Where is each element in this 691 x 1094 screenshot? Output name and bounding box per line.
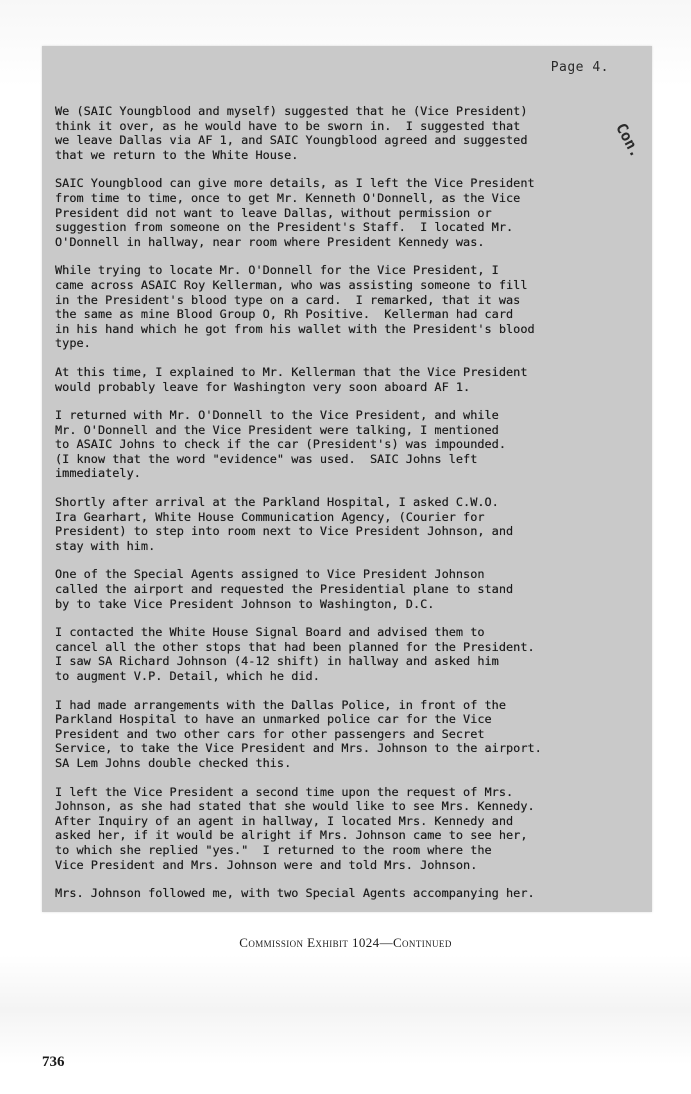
paragraph: I contacted the White House Signal Board and advised them to cancel all the other stops that had been planned for the President. I saw SA Richard Johnson (4-12 shift) in hallway and asked him to augment V.P. Detail, which he did. — [55, 625, 535, 683]
paragraph: While trying to locate Mr. O'Donnell for the Vice President, I came across ASAIC Roy Kellerman, who was assisting someone to fill in the President's blood type on a card. I remarked, that it was the same as mine Blood Group O, Rh Positive. Kellerman had card in his hand which he got from his wallet with the President's blood type. — [55, 263, 535, 351]
paragraph: Mrs. Johnson followed me, with two Special Agents accompanying her. — [55, 886, 535, 901]
typed-page-marker: Page 4. — [550, 60, 609, 75]
paragraph: One of the Special Agents assigned to Vice President Johnson called the airport and requested the Presidential plane to stand by to take Vice President Johnson to Washington, D.C. — [55, 567, 514, 611]
paragraph: At this time, I explained to Mr. Kellerman that the Vice President would probably leave for Washington very soon aboard AF 1. — [55, 364, 528, 394]
margin-stamp: Con. — [612, 120, 645, 161]
paragraph: I had made arrangements with the Dallas Police, in front of the Parkland Hospital to have an unmarked police car for the Vice President and two other cars for other passengers and Secret Service, to take the Vice President and Mrs. Johnson to the airport. SA Lem Johns double checked this. — [55, 697, 542, 770]
paragraph: I returned with Mr. O'Donnell to the Vice President, and while Mr. O'Donnell and the Vice President were talking, I mentioned to ASAIC Johns to check if the car (President's) was impounded. (I know that the word "evidence" was used. SAIC Johns left immediately. — [55, 408, 507, 481]
exhibit-caption: Commission Exhibit 1024—Continued — [239, 935, 452, 950]
page-folio: 736 — [42, 1054, 65, 1070]
paragraph: Shortly after arrival at the Parkland Hospital, I asked C.W.O. Ira Gearhart, White House Communication Agency, (Courier for President) to step into room next to Vice President Johnson, and stay with him. — [55, 495, 514, 553]
paragraph: SAIC Youngblood can give more details, as I left the Vice President from time to time, once to get Mr. Kenneth O'Donnell, as the Vice President did not want to leave Dallas, without permission or suggestion from someone on the President's Staff. I located Mr. O'Donnell in hallway, near room where President Kennedy was. — [55, 176, 535, 249]
scan-fade — [0, 955, 691, 1065]
typed-body — [55, 104, 645, 915]
paragraph: We (SAIC Youngblood and myself) suggested that he (Vice President) think it over, as he would have to be sworn in. I suggested that we leave Dallas via AF 1, and SAIC Youngblood agreed and suggested that we return to the White House. — [55, 104, 528, 162]
paragraph: I left the Vice President a second time upon the request of Mrs. Johnson, as she had stated that she would like to see Mrs. Kennedy. After Inquiry of an agent in hallway, I located Mrs. Kennedy and asked her, if it would be alright if Mrs. Johnson came to see her, to which she replied "yes." I returned to the room where the Vice President and Mrs. Johnson were and told Mrs. Johnson. — [55, 784, 535, 872]
